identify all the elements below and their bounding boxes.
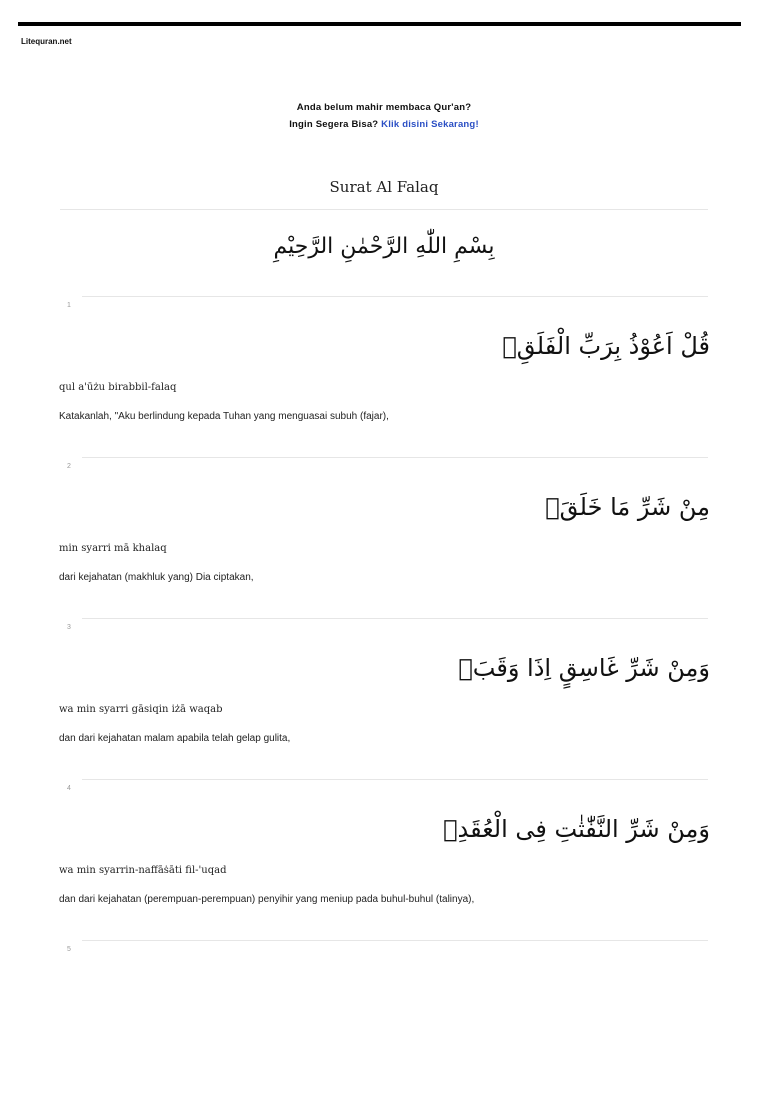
verse-arabic: وَمِنْ شَرِّ غَاسِقٍ اِذَا وَقَبَۙ bbox=[458, 654, 710, 682]
verse-divider bbox=[82, 457, 708, 458]
top-border bbox=[18, 22, 741, 26]
verse-number: 4 bbox=[67, 785, 71, 792]
promo-line-1: Anda belum mahir membaca Qur'an? bbox=[296, 102, 472, 113]
promo-link[interactable]: Klik disini Sekarang! bbox=[381, 119, 479, 130]
verse-4 bbox=[0, 779, 768, 940]
bismillah: بِسْمِ اللّٰهِ الرَّحْمٰنِ الرَّحِيْمِ bbox=[273, 234, 495, 259]
promo-prefix: Ingin Segera Bisa? bbox=[289, 119, 382, 130]
site-name[interactable]: Litequran.net bbox=[21, 37, 72, 46]
verse-number: 2 bbox=[67, 463, 71, 470]
promo-line-2 bbox=[0, 119, 768, 130]
verse-translation: dan dari kejahatan (perempuan-perempuan) penyihir yang meniup pada buhul-buhul (talinya), bbox=[59, 894, 475, 905]
verse-3 bbox=[0, 618, 768, 779]
verse-divider bbox=[82, 940, 708, 941]
verse-number: 1 bbox=[67, 302, 71, 309]
verse-number: 3 bbox=[67, 624, 71, 631]
verse-2 bbox=[0, 457, 768, 618]
title-divider bbox=[60, 209, 708, 210]
verse-transliteration: wa min syarri gāsiqin iżā waqab bbox=[59, 704, 223, 715]
verse-translation: Katakanlah, "Aku berlindung kepada Tuhan yang menguasai subuh (fajar), bbox=[59, 411, 389, 422]
verse-arabic: وَمِنْ شَرِّ النَّفّٰثٰتِ فِى الْعُقَدِۙ bbox=[443, 815, 710, 843]
verse-arabic: مِنْ شَرِّ مَا خَلَقَۙ bbox=[545, 493, 710, 521]
page-title: Surat Al Falaq bbox=[329, 178, 439, 196]
verse-transliteration: min syarri mā khalaq bbox=[59, 543, 167, 554]
verse-divider bbox=[82, 618, 708, 619]
verse-transliteration: qul a'ūżu birabbil-falaq bbox=[59, 382, 177, 393]
verse-translation: dan dari kejahatan malam apabila telah gelap gulita, bbox=[59, 733, 291, 744]
verse-divider bbox=[82, 779, 708, 780]
verse-1 bbox=[0, 296, 768, 457]
verse-5 bbox=[0, 940, 768, 1101]
verse-arabic: قُلْ اَعُوْذُ بِرَبِّ الْفَلَقِۙ bbox=[502, 332, 710, 360]
verse-number: 5 bbox=[67, 946, 71, 953]
verse-translation: dari kejahatan (makhluk yang) Dia ciptakan, bbox=[59, 572, 254, 583]
verse-transliteration: wa min syarrin-naffāṡāti fil-'uqad bbox=[59, 865, 227, 876]
verse-divider bbox=[82, 296, 708, 297]
